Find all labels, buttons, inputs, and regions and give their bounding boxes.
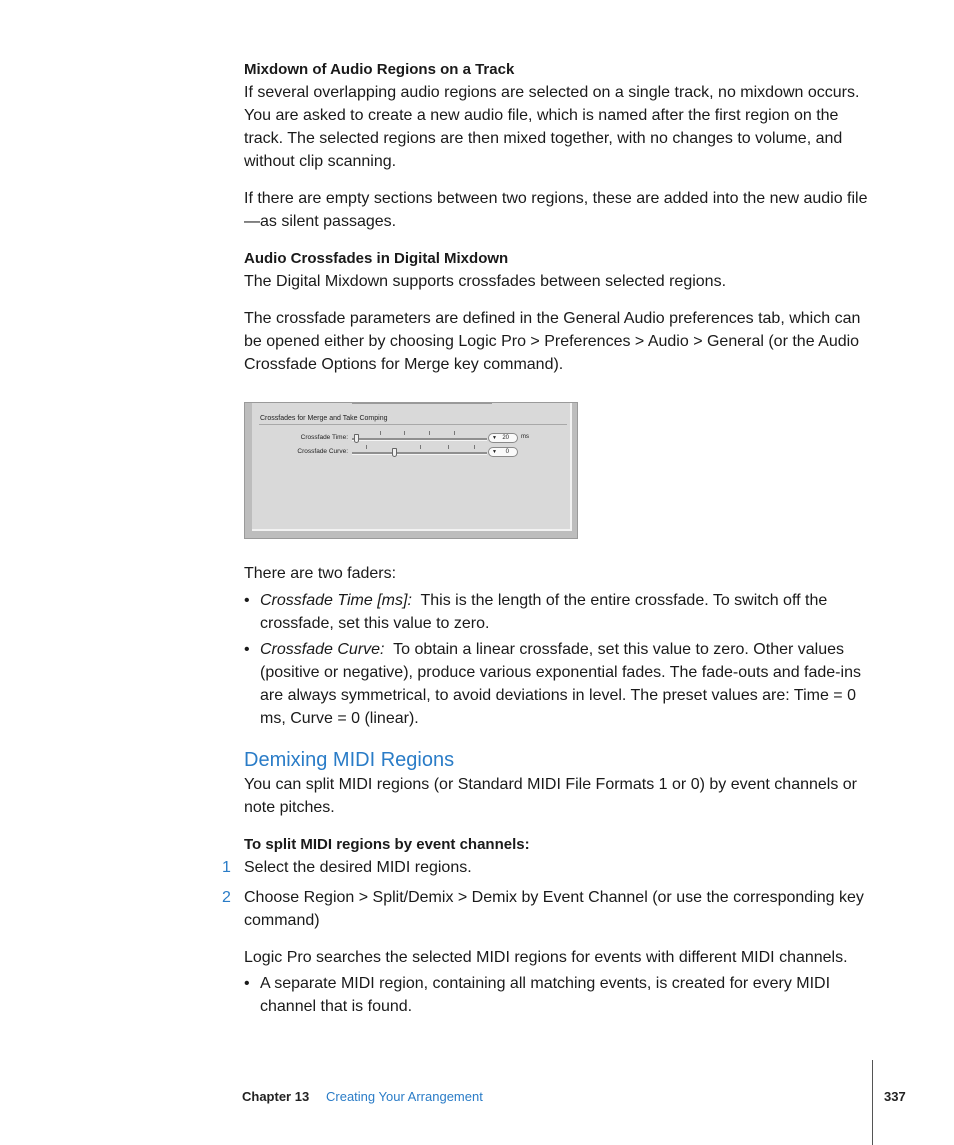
list-item: A separate MIDI region, containing all matching events, is created for every MIDI channel that is found. xyxy=(260,975,831,1015)
crossfade-time-slider-thumb[interactable] xyxy=(354,434,359,443)
task-heading: To split MIDI regions by event channels: xyxy=(244,836,530,853)
crossfade-time-unit: ms xyxy=(521,434,529,440)
bullet-marker: • xyxy=(244,641,250,658)
step-number: 2 xyxy=(222,889,231,906)
paragraph-mixdown-2: If there are empty sections between two regions, these are added into the new audio file—as silent passages. xyxy=(244,190,868,230)
list-item xyxy=(260,589,875,635)
bullet-marker: • xyxy=(244,975,250,992)
page-number: 337 xyxy=(884,1089,906,1104)
slider-tick xyxy=(474,445,475,449)
bullet-term: Crossfade Time [ms]: xyxy=(260,592,412,609)
footer-divider xyxy=(872,1060,873,1145)
preferences-panel xyxy=(252,403,572,531)
paragraph-crossfades-1: The Digital Mixdown supports crossfades between selected regions. xyxy=(244,273,727,290)
crossfade-time-value: 20 xyxy=(502,435,509,441)
slider-tick xyxy=(420,445,421,449)
footer-chapter: Chapter 13 xyxy=(242,1089,310,1104)
stepper-arrows-icon[interactable]: ▼ xyxy=(492,435,497,441)
bullet-description: To obtain a linear crossfade, set this value to zero. Other values (positive or negative), produce various exponential fades. The fade-outs and fade-ins are always symmetrical, to avoid deviations in level. The preset values are: Time = 0 ms, Curve = 0 (linear). xyxy=(260,641,861,727)
group-divider xyxy=(259,424,567,425)
slider-tick xyxy=(448,445,449,449)
paragraph-crossfades-2: The crossfade parameters are defined in the General Audio preferences tab, which can be opened either by choosing Logic Pro > Preferences > Audio > General (or the Audio Crossfade Options for Merge key command). xyxy=(244,310,861,373)
list-item xyxy=(260,638,875,730)
bullet-marker: • xyxy=(244,592,250,609)
crossfade-curve-label: Crossfade Curve: xyxy=(297,448,348,455)
paragraph-demix-intro: You can split MIDI regions (or Standard MIDI File Formats 1 or 0) by event channels or note pitches. xyxy=(244,776,858,816)
stepper-arrows-icon[interactable]: ▼ xyxy=(492,449,497,455)
slider-tick xyxy=(454,431,455,435)
slider-tick xyxy=(429,431,430,435)
paragraph-faders-intro: There are two faders: xyxy=(244,565,397,582)
group-title: Crossfades for Merge and Take Comping xyxy=(260,415,388,422)
footer-chapter-title[interactable]: Creating Your Arrangement xyxy=(326,1089,483,1104)
slider-tick xyxy=(380,431,381,435)
bullet-term: Crossfade Curve: xyxy=(260,641,385,658)
crossfade-curve-field[interactable] xyxy=(488,447,518,457)
crossfade-time-label: Crossfade Time: xyxy=(300,434,348,441)
crossfade-curve-value: 0 xyxy=(505,449,509,455)
subheading-crossfades: Audio Crossfades in Digital Mixdown xyxy=(244,250,509,267)
partial-slider-track xyxy=(352,403,492,404)
slider-tick xyxy=(366,445,367,449)
step-text: Choose Region > Split/Demix > Demix by Event Channel (or use the corresponding key command) xyxy=(244,889,864,929)
step-number: 1 xyxy=(222,859,231,876)
step-text: Select the desired MIDI regions. xyxy=(244,859,472,876)
preferences-screenshot xyxy=(244,402,578,539)
paragraph-demix-result: Logic Pro searches the selected MIDI regions for events with different MIDI channels. xyxy=(244,949,848,966)
subheading-mixdown: Mixdown of Audio Regions on a Track xyxy=(244,61,515,78)
slider-tick xyxy=(404,431,405,435)
bullet-description: This is the length of the entire crossfade. To switch off the crossfade, set this value to zero. xyxy=(260,592,828,632)
crossfade-time-field[interactable] xyxy=(488,433,518,443)
crossfade-time-slider[interactable] xyxy=(352,438,487,441)
crossfade-curve-slider[interactable] xyxy=(352,452,487,455)
crossfade-curve-slider-thumb[interactable] xyxy=(392,448,397,457)
section-heading-demix: Demixing MIDI Regions xyxy=(244,749,455,771)
paragraph-mixdown-1: If several overlapping audio regions are selected on a single track, no mixdown occurs. You are asked to create a new audio file, which is named after the first region on the track. The selected regions are then mixed together, with no changes to volume, and without clip scanning. xyxy=(244,84,860,170)
